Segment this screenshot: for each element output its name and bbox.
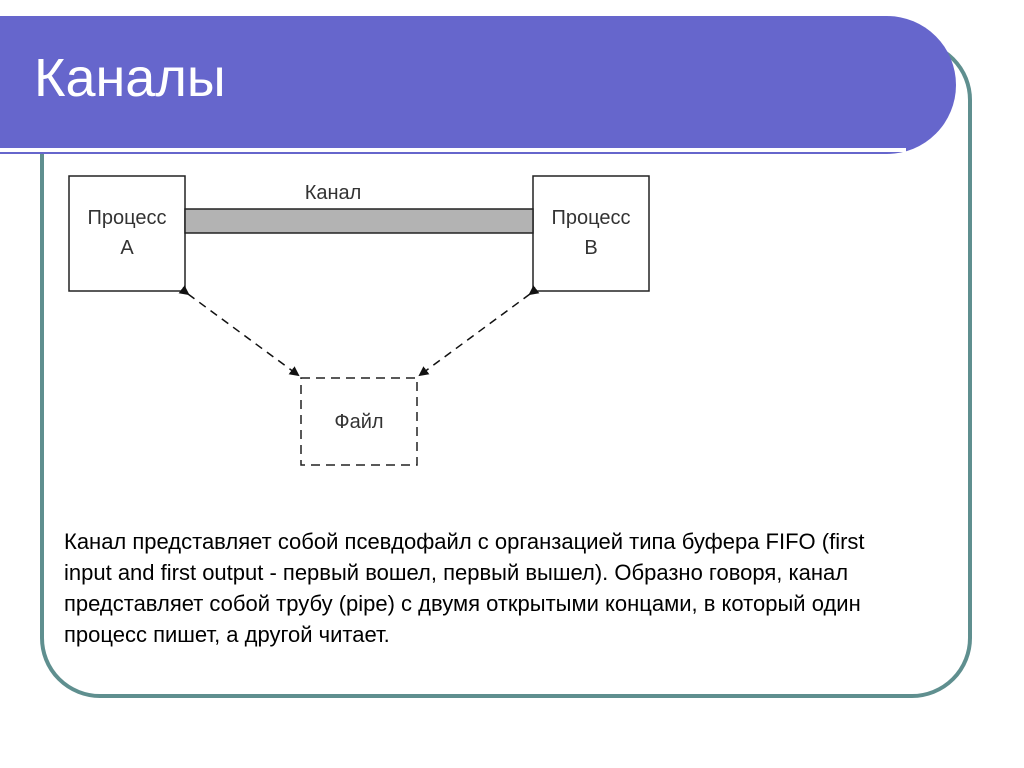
process-a-box — [69, 176, 185, 291]
process-a-label-line1: Процесс — [87, 207, 167, 229]
arrow-file-to-process-a — [188, 294, 298, 375]
process-b-box — [533, 176, 649, 291]
channel-pipe — [185, 209, 533, 233]
file-label: Файл — [334, 411, 384, 433]
process-b-label-line1: Процесс — [551, 207, 631, 229]
process-a-label-line2: А — [120, 237, 134, 259]
slide-title: Каналы — [34, 48, 226, 108]
slide-description: Канал представляет собой псевдофайл с органзацией типа буфера FIFO (first input and first output - первый вошел, первый вышел). Образно говоря, канал представляет собой трубу (pipe) с двумя открытыми концами, в который один процесс пишет, а другой читает. — [64, 529, 865, 647]
channel-label: Канал — [304, 182, 362, 204]
process-b-label-line2: В — [584, 237, 598, 259]
arrow-file-to-process-b — [420, 294, 530, 375]
